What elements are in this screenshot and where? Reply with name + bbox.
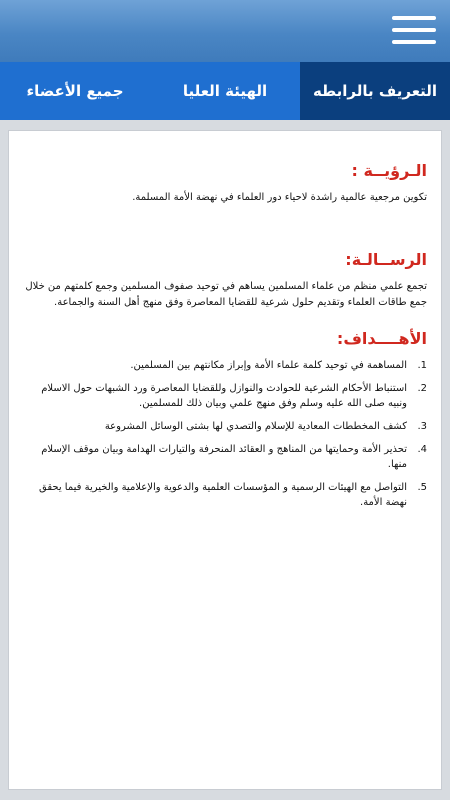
vision-section — [23, 161, 427, 206]
goal-item — [23, 358, 427, 373]
goals-list — [23, 358, 427, 510]
content-panel — [8, 130, 442, 790]
goal-item — [23, 480, 427, 510]
about-content — [23, 161, 427, 536]
vision-heading: الـرؤيــة : — [351, 161, 427, 180]
goal-text: استنباط الأحكام الشرعية للحوادث والنوازل وللقضايا المعاصرة ورد الشبهات حول الاسلام ونبيه صلى الله عليه وسلم وفق منهج علمي وبيان ذلك للمسلمين. — [41, 383, 407, 409]
vision-text: تكوين مرجعية عالمية راشدة لاحياء دور العلماء في نهضة الأمة المسلمة. — [132, 192, 427, 203]
tab-all-members[interactable]: جميع الأعضاء — [26, 82, 124, 100]
mission-text: تجمع علمي منظم من علماء المسلمين يساهم في توحيد صفوف المسلمين وجمع كلمتهم من خلال جمع طاقات العلماء وتقديم حلول شرعية للقضايا المعاصرة وفق منهج أهل السنة والجماعة. — [25, 281, 427, 308]
goal-text: كشف المخططات المعادية للإسلام والتصدي لها بشتى الوسائل المشروعة — [104, 421, 407, 432]
goal-number: 3. — [417, 421, 427, 432]
goal-item — [23, 419, 427, 434]
tab-high-commission[interactable]: الهيئة العليا — [182, 82, 268, 100]
goal-item — [23, 442, 427, 472]
mission-section — [23, 250, 427, 311]
app-header — [0, 0, 450, 62]
mission-heading: الرســالـة: — [345, 250, 427, 269]
goals-section — [23, 329, 427, 510]
goal-text: تحذير الأمة وحمايتها من المناهج و العقائد المنحرفة والتيارات الهدامة وبيان موقف الإسلام منها. — [41, 444, 407, 470]
goal-number: 1. — [417, 360, 427, 371]
goals-heading: الأهــــداف: — [336, 329, 427, 348]
tab-bar — [0, 62, 450, 120]
goal-number: 5. — [417, 482, 427, 493]
tab-about[interactable]: التعريف بالرابطه — [300, 62, 450, 120]
goal-number: 4. — [417, 444, 427, 455]
goal-text: التواصل مع الهيئات الرسمية و المؤسسات العلمية والدعوية والإعلامية والخيرية فيما يحقق نهضة الأمة. — [38, 482, 407, 508]
hamburger-menu-icon[interactable] — [392, 14, 436, 46]
goal-number: 2. — [417, 383, 427, 394]
goal-item — [23, 381, 427, 411]
goal-text: المساهمة في توحيد كلمة علماء الأمة وإبراز مكانتهم بين المسلمين. — [130, 360, 407, 371]
